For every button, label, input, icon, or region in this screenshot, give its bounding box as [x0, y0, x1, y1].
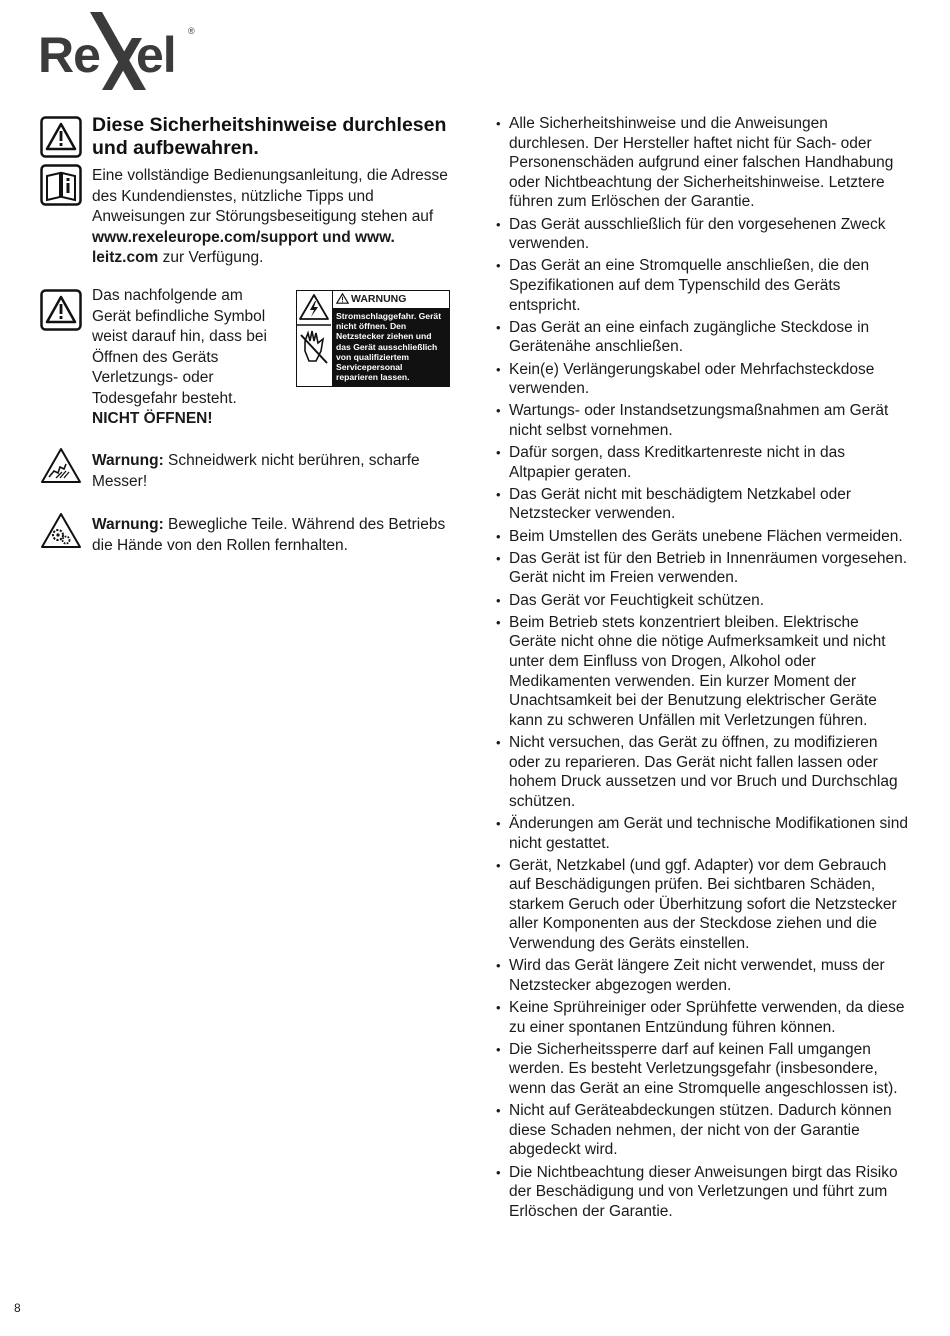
rexel-logo	[38, 10, 208, 92]
list-item: • Wird das Gerät längere Zeit nicht verwendet, muss der Netzstecker abgezogen werden.	[496, 956, 908, 995]
warning-triangle-icon	[40, 116, 82, 163]
list-item: • Keine Sprühreiniger oder Sprühfette verwenden, da diese zu einer spontanen Entzündung führen können.	[496, 998, 908, 1037]
moving-parts-icon	[40, 512, 82, 555]
page-title: Diese Sicherheitshinweise durchlesen und aufbewahren.	[92, 114, 447, 159]
symbol-notice	[92, 286, 282, 430]
intro-text-after: zur Verfügung.	[158, 249, 264, 266]
warning-label-body: Stromschlaggefahr. Gerät nicht öffnen. Den Netzstecker ziehen und das Gerät ausschließlich von qualifiziertem Servicepersonal reparieren lassen.	[333, 308, 449, 386]
svg-text:el: el	[136, 27, 176, 83]
registered-mark: ®	[188, 26, 195, 36]
list-item: • Das Gerät an eine einfach zugängliche Steckdose in Gerätenähe anschließen.	[496, 318, 908, 357]
list-item: • Wartungs- oder Instandsetzungsmaßnahmen am Gerät nicht selbst vornehmen.	[496, 401, 908, 440]
list-item: • Die Sicherheitssperre darf auf keinen Fall umgangen werden. Es besteht Verletzungsgefahr (insbesondere, wenn das Gerät an eine Stromquelle angeschlossen ist).	[496, 1040, 908, 1099]
intro-text-before: Eine vollständige Bedienungsanleitung, die Adresse des Kundendienstes, nützliche Tipps und Anweisungen zur Störungsbeseitigung stehen auf	[92, 167, 448, 225]
blade-hazard-icon	[40, 447, 82, 490]
warning-prefix: Warnung:	[92, 516, 164, 533]
rexel-logo-mark	[38, 10, 208, 92]
warning-small-icon	[336, 293, 349, 304]
symbol-notice-text: Das nachfolgende am Gerät befindliche Symbol weist darauf hin, dass bei Öffnen des Geräts Verletzungs- oder Todesgefahr besteht.	[92, 287, 267, 407]
safety-instructions-list	[496, 114, 908, 1224]
do-not-open-text: NICHT ÖFFNEN!	[92, 410, 213, 427]
warning-label-icons	[297, 291, 333, 386]
list-item: • Kein(e) Verlängerungskabel oder Mehrfachsteckdose verwenden.	[496, 360, 908, 399]
list-item: • Das Gerät vor Feuchtigkeit schützen.	[496, 591, 908, 611]
blade-warning	[92, 451, 462, 492]
svg-text:Re: Re	[38, 27, 100, 83]
list-item: • Nicht versuchen, das Gerät zu öffnen, zu modifizieren oder zu reparieren. Das Gerät nicht fallen lassen oder hohem Druck aussetzen und vor Bruch und Durchschlag schützen.	[496, 733, 908, 811]
warning-triangle-icon-2	[40, 289, 82, 336]
list-item: • Das Gerät an eine Stromquelle anschließen, die den Spezifikationen auf dem Typenschild des Geräts entspricht.	[496, 256, 908, 315]
list-item: • Alle Sicherheitshinweise und die Anweisungen durchlesen. Der Hersteller haftet nicht für Sach- oder Personenschäden aufgrund einer falschen Handhabung oder Nichtbeachtung der Sicherheitshinweise. Letztere führen zum Erlöschen der Garantie.	[496, 114, 908, 212]
page-number: 8	[14, 1301, 21, 1315]
list-item: • Beim Betrieb stets konzentriert bleiben. Elektrische Geräte nicht ohne die nötige Aufmerksamkeit und nicht unter dem Einfluss von Drogen, Alkohol oder Medikamenten verwenden. Ein kurzer Moment der Unachtsamkeit bei der Benutzung elektrischer Geräte kann zu schweren Unfällen mit Verletzungen führen.	[496, 613, 908, 731]
warning-prefix: Warnung:	[92, 452, 164, 469]
intro-paragraph	[92, 166, 462, 269]
moving-parts-warning-text: Bewegliche Teile. Während des Betriebs die Hände von den Rollen fernhalten.	[92, 516, 446, 554]
blade-warning-text: Schneidwerk nicht berühren, scharfe Messer!	[92, 452, 420, 490]
warning-label-heading	[333, 291, 449, 308]
list-item: • Beim Umstellen des Geräts unebene Flächen vermeiden.	[496, 527, 908, 547]
warning-label	[296, 290, 450, 387]
electric-shock-icon	[297, 291, 331, 385]
list-item: • Das Gerät ist für den Betrieb in Innenräumen vorgesehen. Gerät nicht im Freien verwenden.	[496, 549, 908, 588]
read-manual-icon	[40, 164, 82, 211]
support-links: www.rexeleurope.com/support und www. leitz.com	[92, 228, 395, 266]
list-item: • Die Nichtbeachtung dieser Anweisungen birgt das Risiko der Beschädigung und von Verletzungen und führt zum Erlöschen der Garantie.	[496, 1163, 908, 1222]
list-item: • Dafür sorgen, dass Kreditkartenreste nicht in das Altpapier geraten.	[496, 443, 908, 482]
list-item: • Das Gerät nicht mit beschädigtem Netzkabel oder Netzstecker verwenden.	[496, 485, 908, 524]
list-item: • Änderungen am Gerät und technische Modifikationen sind nicht gestattet.	[496, 814, 908, 853]
list-item: • Das Gerät ausschließlich für den vorgesehenen Zweck verwenden.	[496, 215, 908, 254]
moving-parts-warning	[92, 515, 462, 556]
warning-label-heading-text: WARNUNG	[351, 293, 407, 305]
list-item: • Nicht auf Geräteabdeckungen stützen. Dadurch können diese Schaden nehmen, der nicht von der Garantie abgedeckt wird.	[496, 1101, 908, 1160]
list-item: • Gerät, Netzkabel (und ggf. Adapter) vor dem Gebrauch auf Beschädigungen prüfen. Bei sichtbaren Schäden, starkem Geruch oder Überhitzung sofort die Netzstecker aller Komponenten aus der Steckdose ziehen und die Verwendung des Geräts einstellen.	[496, 856, 908, 954]
